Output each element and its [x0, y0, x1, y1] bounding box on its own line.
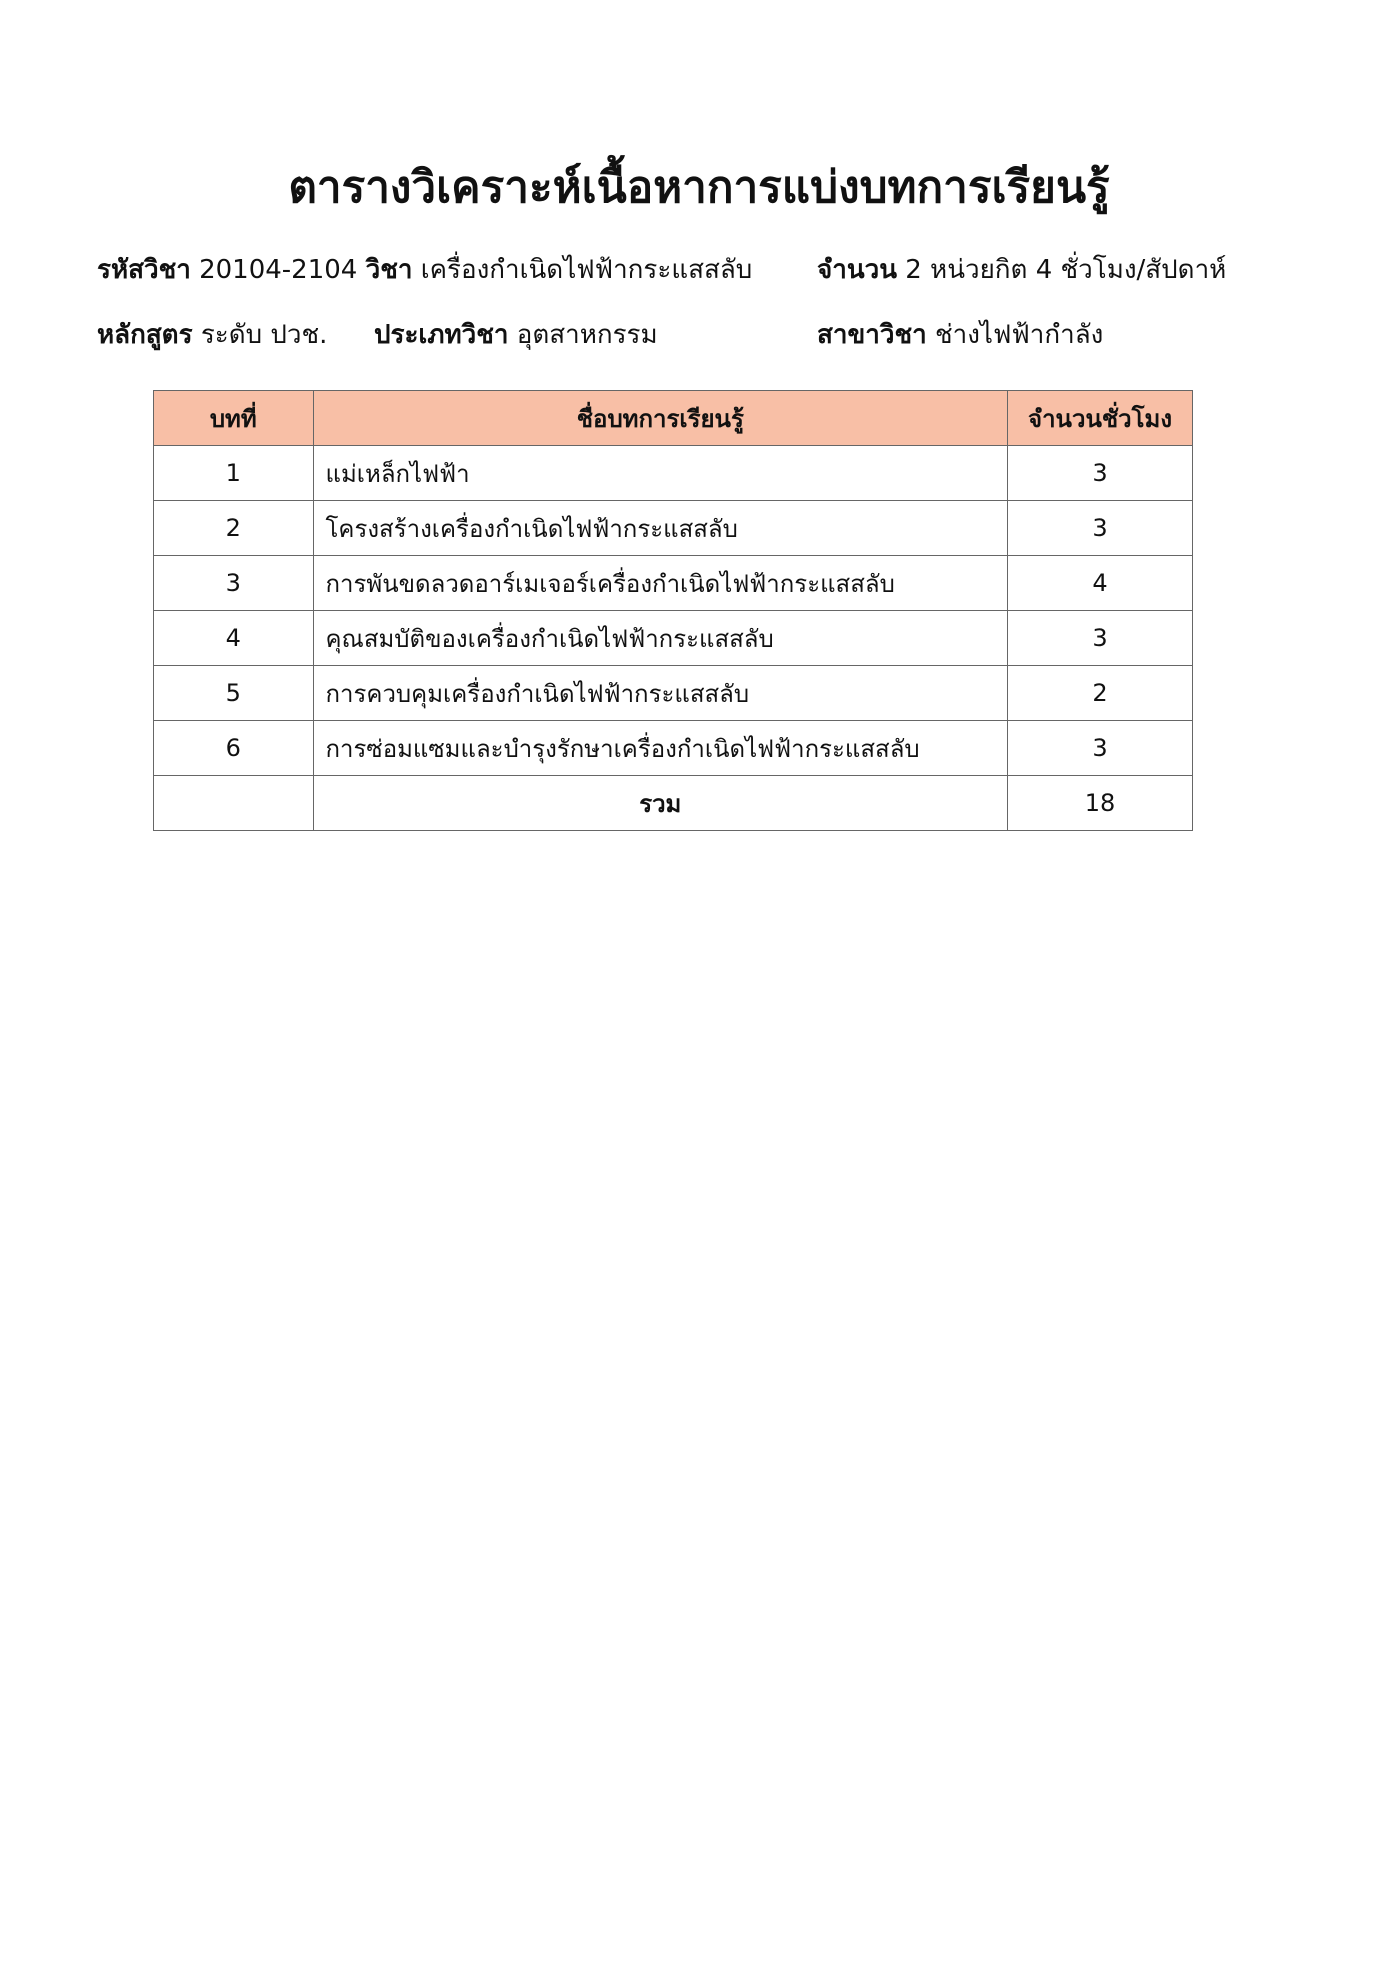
chapter-number: 5 — [154, 666, 314, 721]
chapter-name: การควบคุมเครื่องกำเนิดไฟฟ้ากระแสสลับ — [313, 666, 1008, 721]
subject-name: เครื่องกำเนิดไฟฟ้ากระแสสลับ — [420, 255, 753, 285]
total-row — [154, 776, 1193, 831]
chapter-number: 3 — [154, 556, 314, 611]
table-row — [154, 556, 1193, 611]
course-code-label: รหัสวิชา — [97, 255, 191, 285]
type-label: ประเภทวิชา — [374, 320, 509, 350]
chapter-hours: 3 — [1008, 611, 1193, 666]
header-chapter-name: ชื่อบทการเรียนรู้ — [313, 391, 1008, 446]
chapter-number: 1 — [154, 446, 314, 501]
chapter-name: แม่เหล็กไฟฟ้า — [313, 446, 1008, 501]
subject-label: วิชา — [365, 255, 413, 285]
type-value: อุตสาหกรรม — [516, 320, 658, 350]
chapter-table — [153, 390, 1193, 831]
header-chapter: บทที่ — [154, 391, 314, 446]
chapter-name: การพันขดลวดอาร์เมเจอร์เครื่องกำเนิดไฟฟ้ากระแสสลับ — [313, 556, 1008, 611]
chapter-number: 2 — [154, 501, 314, 556]
chapter-name: คุณสมบัติของเครื่องกำเนิดไฟฟ้ากระแสสลับ — [313, 611, 1008, 666]
total-empty-cell — [154, 776, 314, 831]
table-row — [154, 446, 1193, 501]
chapter-name: การซ่อมแซมและบำรุงรักษาเครื่องกำเนิดไฟฟ้ากระแสสลับ — [313, 721, 1008, 776]
curriculum-label: หลักสูตร — [97, 320, 193, 350]
table-row — [154, 501, 1193, 556]
total-hours: 18 — [1008, 776, 1193, 831]
table-header-row — [154, 391, 1193, 446]
page-title: ตารางวิเคราะห์เนื้อหาการแบ่งบทการเรียนรู้ — [288, 162, 1110, 213]
chapter-hours: 3 — [1008, 721, 1193, 776]
table-row — [154, 666, 1193, 721]
amount-label: จำนวน — [817, 255, 897, 285]
chapter-hours: 4 — [1008, 556, 1193, 611]
chapter-hours: 3 — [1008, 501, 1193, 556]
branch-label: สาขาวิชา — [817, 320, 927, 350]
table-row — [154, 611, 1193, 666]
curriculum-value: ระดับ ปวช. — [200, 320, 328, 350]
table-row — [154, 721, 1193, 776]
total-label: รวม — [313, 776, 1008, 831]
amount-value: 2 หน่วยกิต 4 ชั่วโมง/สัปดาห์ — [905, 255, 1227, 285]
course-code: 20104-2104 — [199, 255, 358, 285]
header-hours: จำนวนชั่วโมง — [1008, 391, 1193, 446]
chapter-number: 4 — [154, 611, 314, 666]
chapter-hours: 3 — [1008, 446, 1193, 501]
branch-value: ช่างไฟฟ้ากำลัง — [934, 320, 1104, 350]
chapter-number: 6 — [154, 721, 314, 776]
chapter-hours: 2 — [1008, 666, 1193, 721]
chapter-name: โครงสร้างเครื่องกำเนิดไฟฟ้ากระแสสลับ — [313, 501, 1008, 556]
